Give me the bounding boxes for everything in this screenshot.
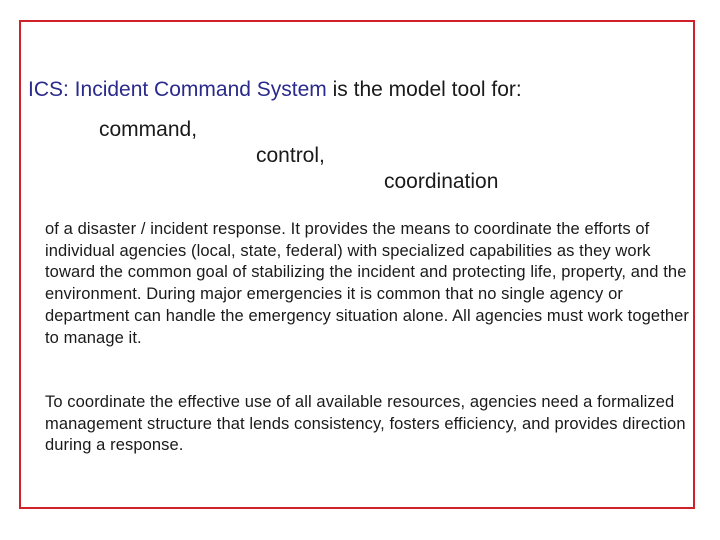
- body-paragraph-1: of a disaster / incident response. It provides the means to coordinate the efforts of individual agencies (local, state, federal) with specialized capabilities as they work toward the common goal of stabilizing the incident and protecting life, property, and the environment. During major emergencies it is common that no single agency or department can handle the emergency situation alone. All agencies must work together to manage it.: [45, 220, 690, 347]
- heading-accent: ICS: Incident Command System: [28, 78, 327, 101]
- term-command: command,: [99, 118, 198, 141]
- heading-rest: is the model tool for:: [326, 78, 522, 101]
- slide-heading: [28, 77, 522, 103]
- term-control: control,: [256, 144, 325, 167]
- term-coordination: coordination: [384, 170, 499, 193]
- body-paragraph-2: To coordinate the effective use of all available resources, agencies need a formalized management structure that lends consistency, fosters efficiency, and provides direction during a response.: [45, 393, 686, 455]
